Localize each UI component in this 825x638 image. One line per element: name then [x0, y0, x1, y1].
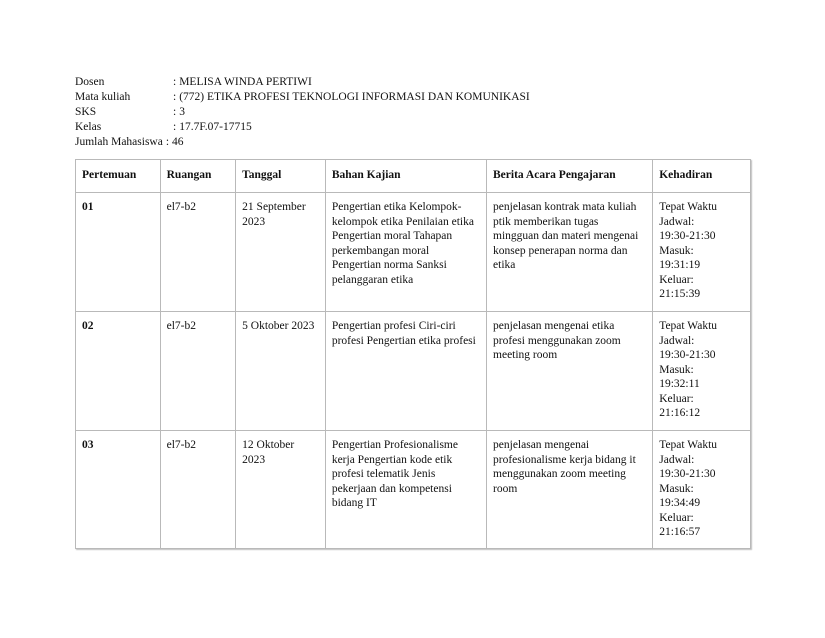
sks-row [75, 105, 530, 120]
bahan-kajian-cell: Pengertian profesi Ciri-ciri profesi Pengertian etika profesi [325, 312, 486, 431]
jumlah-mahasiswa-label: Jumlah Mahasiswa [75, 136, 163, 148]
jadwal-label: Jadwal: [659, 215, 695, 228]
header-kehadiran: Kehadiran [653, 160, 751, 193]
mata-kuliah-label: Mata kuliah [75, 91, 131, 103]
table-row [76, 193, 751, 312]
kehadiran-status: Tepat Waktu [659, 320, 718, 332]
bahan-kajian-cell: Pengertian Profesionalisme kerja Pengertian kode etik profesi telematik Jenis pekerjaan dan kompetensi bidang IT [325, 431, 486, 549]
dosen-label: Dosen [75, 76, 105, 88]
berita-acara-cell: penjelasan mengenai etika profesi menggunakan zoom meeting room [487, 312, 653, 431]
header-tanggal: Tanggal [236, 160, 326, 193]
kelas-label: Kelas [75, 121, 102, 133]
keluar-value: 21:16:57 [659, 526, 701, 538]
ruangan-cell: el7-b2 [160, 312, 236, 431]
header-ruangan: Ruangan [160, 160, 236, 193]
table-row [76, 312, 751, 431]
header-bahan-kajian: Bahan Kajian [325, 160, 486, 193]
table-header-row [76, 160, 751, 193]
header-berita-acara: Berita Acara Pengajaran [487, 160, 653, 193]
jadwal-value: 19:30-21:30 [659, 230, 716, 242]
jadwal-label: Jadwal: [659, 453, 695, 466]
masuk-value: 19:31:19 [659, 259, 701, 271]
separator: : [173, 76, 177, 88]
ruangan-cell: el7-b2 [160, 431, 236, 549]
tanggal-cell: 21 September 2023 [236, 193, 326, 312]
dosen-value: MELISA WINDA PERTIWI [179, 76, 312, 88]
kehadiran-cell [653, 193, 751, 312]
pertemuan-cell: 02 [76, 312, 161, 431]
pertemuan-cell: 03 [76, 431, 161, 549]
tanggal-cell: 5 Oktober 2023 [236, 312, 326, 431]
mata-kuliah-row [75, 90, 530, 105]
ruangan-cell: el7-b2 [160, 193, 236, 312]
keluar-value: 21:16:12 [659, 407, 701, 419]
separator: : [165, 136, 170, 148]
masuk-label: Masuk: [659, 363, 694, 376]
berita-acara-cell: penjelasan kontrak mata kuliah ptik memberikan tugas mingguan dan materi mengenai konsep penerapan norma dan etika [487, 193, 653, 312]
kelas-value: 17.7F.07-17715 [179, 121, 252, 133]
masuk-value: 19:32:11 [659, 378, 700, 390]
masuk-value: 19:34:49 [659, 497, 701, 509]
table-row [76, 431, 751, 549]
kehadiran-status: Tepat Waktu [659, 201, 718, 213]
mata-kuliah-value: (772) ETIKA PROFESI TEKNOLOGI INFORMASI DAN KOMUNIKASI [179, 91, 530, 103]
separator: : [173, 121, 177, 133]
kehadiran-cell [653, 431, 751, 549]
jadwal-label: Jadwal: [659, 334, 695, 347]
bahan-kajian-cell: Pengertian etika Kelompok-kelompok etika Penilaian etika Pengertian moral Tahapan perkembangan moral Pengertian norma Sanksi pelanggaran etika [325, 193, 486, 312]
kelas-row [75, 120, 530, 135]
jumlah-mahasiswa-value: 46 [172, 136, 184, 148]
jumlah-mahasiswa-row [75, 135, 530, 150]
separator: : [173, 91, 177, 103]
jadwal-value: 19:30-21:30 [659, 349, 716, 361]
separator: : [173, 106, 177, 118]
schedule-table [75, 159, 751, 549]
masuk-label: Masuk: [659, 482, 694, 495]
sks-value: 3 [179, 106, 185, 118]
kehadiran-cell [653, 312, 751, 431]
course-info-header [75, 75, 530, 150]
dosen-row [75, 75, 530, 90]
keluar-value: 21:15:39 [659, 288, 701, 300]
keluar-label: Keluar: [659, 392, 694, 405]
keluar-label: Keluar: [659, 273, 694, 286]
masuk-label: Masuk: [659, 244, 694, 257]
sks-label: SKS [75, 106, 97, 118]
kehadiran-status: Tepat Waktu [659, 439, 718, 451]
jadwal-value: 19:30-21:30 [659, 468, 716, 480]
berita-acara-cell: penjelasan mengenai profesionalisme kerja bidang it menggunakan zoom meeting room [487, 431, 653, 549]
header-pertemuan: Pertemuan [76, 160, 161, 193]
keluar-label: Keluar: [659, 511, 694, 524]
tanggal-cell: 12 Oktober 2023 [236, 431, 326, 549]
pertemuan-cell: 01 [76, 193, 161, 312]
